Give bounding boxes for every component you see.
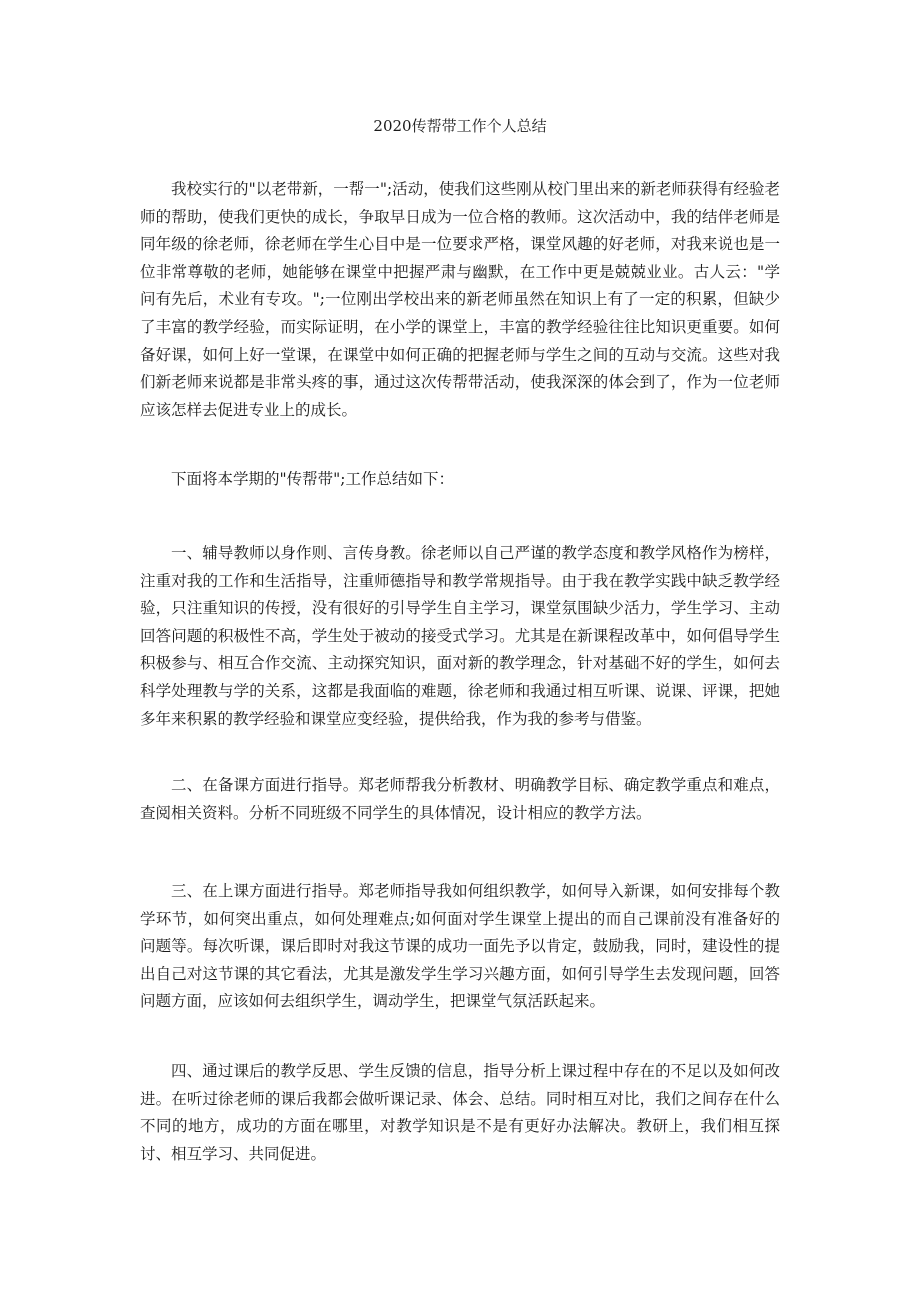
section-four-paragraph: 四、通过课后的教学反思、学生反馈的信息，指导分析上课过程中存在的不足以及如何改进。在听过徐老师的课后我都会做听课记录、体会、总结。同时相互对比，我们之间存在什么不同的地方，成功的方面在哪里，对教学知识是不是有更好办法解决。教研上，我们相互探讨、相互学习、共同促进。 [140,1062,780,1163]
summary-lead-paragraph: 下面将本学期的"传帮带";工作总结如下： [171,470,454,488]
section-three-paragraph: 三、在上课方面进行指导。郑老师指导我如何组织教学，如何导入新课，如何安排每个教学环节，如何突出重点，如何处理难点;如何面对学生课堂上提出的而自己课前没有准备好的问题等。每次听课，课后即时对我这节课的成功一面先予以肯定，鼓励我，同时，建设性的提出自己对这节课的其它看法，尤其是激发学生学习兴趣方面，如何引导学生去发现问题，回答问题方面，应该如何去组织学生，调动学生，把课堂气氛活跃起来。 [140,882,780,1011]
intro-paragraph: 我校实行的"以老带新，一帮一";活动，使我们这些刚从校门里出来的新老师获得有经验老师的帮助，使我们更快的成长，争取早日成为一位合格的教师。这次活动中，我的结伴老师是同年级的徐老师，徐老师在学生心目中是一位要求严格，课堂风趣的好老师，对我来说也是一位非常尊敬的老师，她能够在课堂中把握严肃与幽默，在工作中更是兢兢业业。古人云："学问有先后，术业有专攻。";一位刚出学校出来的新老师虽然在知识上有了一定的积累，但缺少了丰富的教学经验，而实际证明，在小学的课堂上，丰富的教学经验往往比知识更重要。如何备好课，如何上好一堂课，在课堂中如何正确的把握老师与学生之间的互动与交流。这些对我们新老师来说都是非常头疼的事，通过这次传帮带活动，使我深深的体会到了，作为一位老师应该怎样去促进专业上的成长。 [140,180,780,419]
section-one-paragraph: 一、辅导教师以身作则、言传身教。徐老师以自己严谨的教学态度和教学风格作为榜样，注重对我的工作和生活指导，注重师德指导和教学常规指导。由于我在教学实践中缺乏教学经验，只注重知识的传授，没有很好的引导学生自主学习，课堂氛围缺少活力，学生学习、主动回答问题的积极性不高，学生处于被动的接受式学习。尤其是在新课程改革中，如何倡导学生积极参与、相互合作交流、主动探究知识，面对新的教学理念，针对基础不好的学生，如何去科学处理教与学的关系，这都是我面临的难题，徐老师和我通过相互听课、说课、评课，把她多年来积累的教学经验和课堂应变经验，提供给我，作为我的参考与借鉴。 [140,544,780,728]
section-two-paragraph: 二、在备课方面进行指导。郑老师帮我分析教材、明确教学目标、确定教学重点和难点，查阅相关资料。分析不同班级不同学生的具体情况，设计相应的教学方法。 [140,776,780,822]
document-title: 2020传帮带工作个人总结 [373,117,547,135]
